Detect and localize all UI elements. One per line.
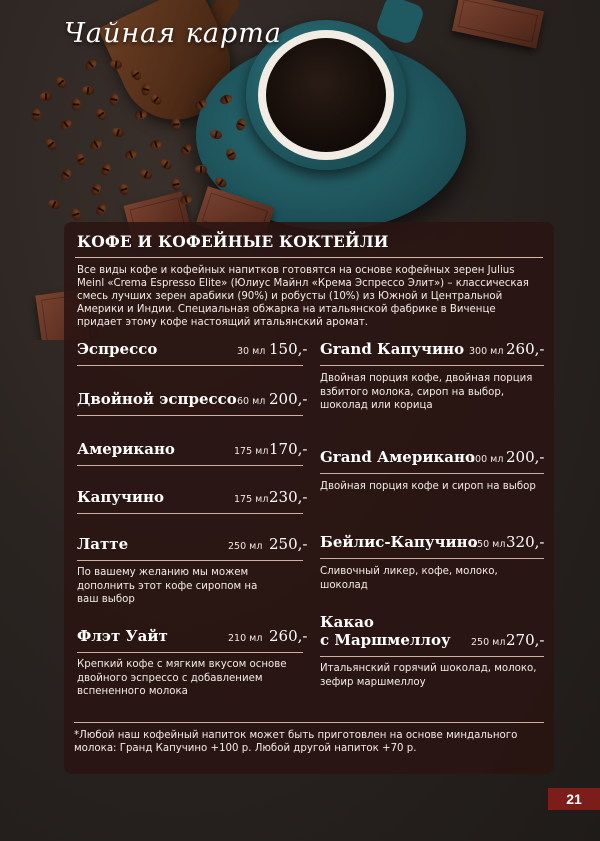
item-divider (77, 652, 303, 653)
item-divider (77, 513, 303, 514)
coffee-bean (111, 127, 125, 139)
title-divider (75, 257, 543, 258)
coffee-bean (40, 92, 52, 101)
coffee-bean (195, 165, 207, 174)
coffee-bean (94, 107, 108, 122)
coffee-surface (266, 38, 386, 152)
item-price: 260,- (269, 627, 308, 645)
item-volume: 250 мл (228, 541, 263, 552)
item-description: По вашему желанию мы можем дополнить этот кофе сиропом на ваш выбор (77, 567, 258, 605)
cup-handle (374, 0, 425, 46)
coffee-bean (74, 152, 87, 167)
item-divider (320, 473, 544, 474)
item-description: Итальянский горячий шоколад, молоко, зефир маршмеллоу (320, 663, 537, 688)
item-volume: 60 мл (237, 396, 266, 407)
item-volume: 210 мл (228, 633, 263, 644)
item-price: 270,- (506, 631, 545, 649)
item-price: 250,- (269, 535, 308, 553)
item-name: Grand Американо (320, 448, 475, 466)
item-name-line2: с Маршмеллоу (320, 631, 451, 649)
item-divider (320, 365, 544, 366)
coffee-bean (179, 142, 194, 157)
item-divider (77, 560, 303, 561)
item-divider (77, 365, 303, 366)
item-price: 200,- (269, 390, 308, 408)
menu-panel (64, 222, 554, 774)
coffee-bean (118, 182, 130, 196)
coffee-bean (44, 137, 59, 152)
coffee-bean (159, 158, 174, 172)
item-price: 170,- (269, 440, 308, 458)
coffee-bean (81, 85, 94, 96)
item-name: Капучино (77, 488, 165, 506)
item-description: Двойная порция кофе, двойная порция взбитого молока, сироп на выбор, шоколад или корица (320, 373, 533, 411)
coffee-bean (59, 167, 73, 182)
item-volume: 250 мл (471, 539, 506, 550)
item-volume: 300 мл (469, 454, 504, 465)
coffee-bean (170, 178, 181, 191)
coffee-bean (139, 168, 154, 181)
item-name: Эспрессо (77, 340, 158, 358)
section-intro: Все виды кофе и кофейных напитков готовятся на основе кофейных зерен Julius Meinl «Crema Espresso Elite» (Юлиус Майнл «Крема Эспрессо Элит») – классическая смесь лучших зерен арабики (90%) и робусты (10%) из Южной и Центральной Америки и Индии. Специальная обжарка на итальянской фабрике в Виченце придает этому кофе настоящий итальянский аромат. (77, 265, 529, 328)
coffee-bean (108, 93, 119, 107)
coffee-bean (31, 108, 41, 121)
item-name: Флэт Уайт (77, 627, 168, 645)
coffee-bean (84, 57, 99, 71)
item-description: Сливочный ликер, кофе, молоко, шоколад (320, 566, 498, 591)
item-price: 200,- (506, 448, 545, 466)
coffee-bean (94, 202, 108, 217)
item-divider (320, 656, 544, 657)
item-volume: 30 мл (237, 346, 266, 357)
coffee-bean (89, 182, 103, 197)
item-name: Двойной эспрессо (77, 390, 237, 408)
item-name: Бейлис-Капучино (320, 533, 478, 551)
item-name: Латте (77, 535, 129, 553)
item-volume: 175 мл (234, 446, 269, 457)
item-name-line1: Какао (320, 613, 374, 631)
coffee-bean (134, 109, 147, 119)
item-divider (77, 415, 303, 416)
section-title: КОФЕ И КОФЕЙНЫЕ КОКТЕЙЛИ (77, 232, 389, 251)
item-name: Grand Капучино (320, 340, 465, 358)
item-price: 230,- (269, 488, 308, 506)
item-description: Двойная порция кофе и сироп на выбор (320, 481, 536, 492)
coffee-bean (70, 207, 82, 221)
coffee-bean (124, 148, 139, 161)
footnote-divider (74, 722, 544, 723)
coffee-bean (47, 198, 62, 211)
coffee-bean (100, 162, 113, 176)
coffee-bean (54, 75, 69, 90)
item-volume: 175 мл (234, 494, 269, 505)
item-name: Американо (77, 440, 175, 458)
coffee-bean (149, 139, 163, 151)
page-number: 21 (548, 788, 600, 810)
item-volume: 250 мл (471, 637, 506, 648)
item-price: 260,- (506, 340, 545, 358)
chocolate-piece (452, 0, 544, 49)
script-title: Чайная карта (64, 18, 282, 49)
item-volume: 300 мл (469, 346, 504, 357)
item-price: 320,- (506, 533, 545, 551)
item-divider (77, 465, 303, 466)
item-price: 150,- (269, 340, 308, 358)
coffee-bean (59, 117, 74, 132)
coffee-bean (171, 118, 181, 130)
item-description: Крепкий кофе с мягким вкусом основе двойного эспрессо с добавлением вспененного молока (77, 659, 287, 697)
coffee-bean (71, 98, 81, 111)
item-divider (320, 558, 544, 559)
coffee-bean (179, 194, 193, 206)
coffee-bean (89, 138, 104, 152)
footnote: *Любой наш кофейный напиток может быть приготовлен на основе миндального молока: Гранд Капучино +100 р. Любой другой напиток +70 р. (74, 730, 518, 754)
